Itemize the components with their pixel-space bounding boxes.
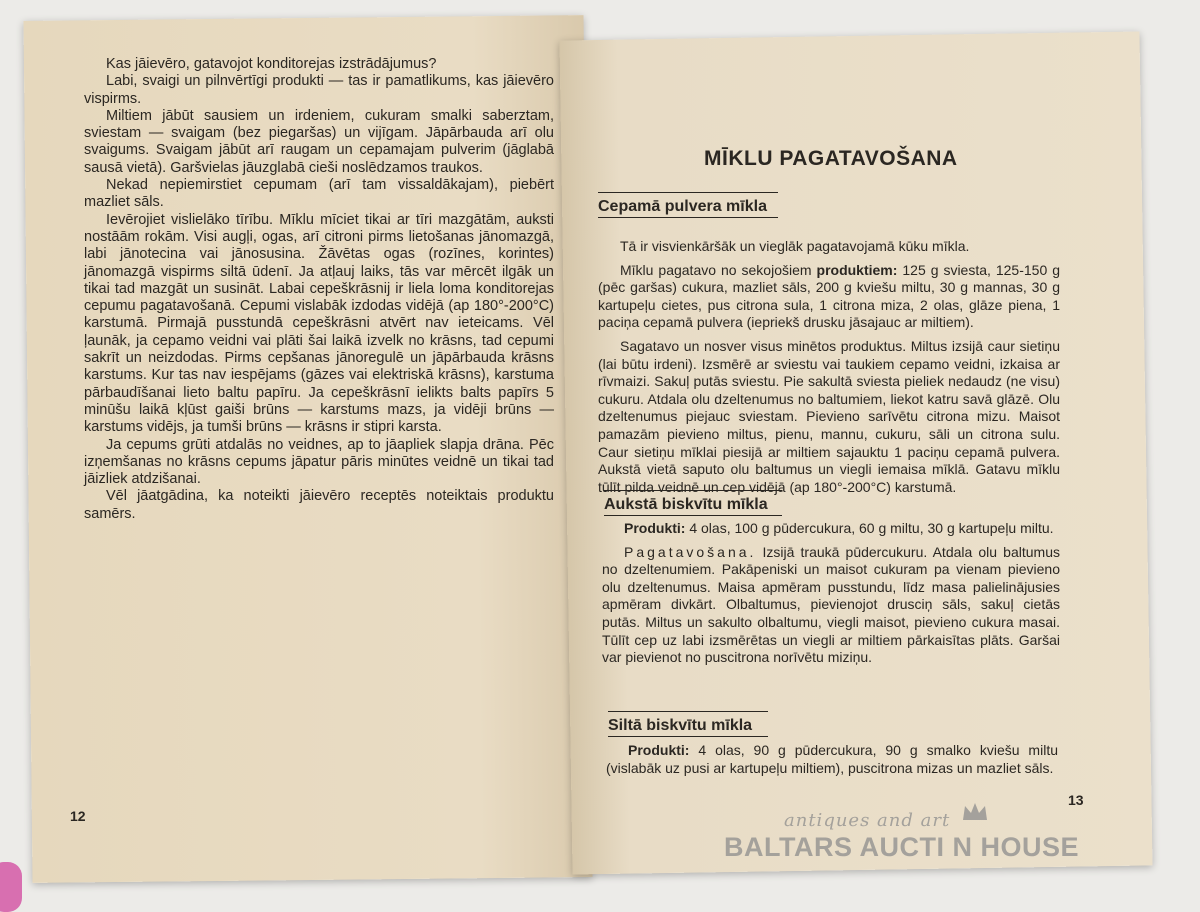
paragraph: Tā ir visvienkāršāk un vieglāk pagatavojamā kūku mīkla. [620,238,970,254]
paragraph: Mīklu pagatavo no sekojošiem produktiem: 125 g sviesta, 125-150 g (pēc garšas) cukura, mazliet sāls, 200 g kviešu miltu, 30 g mannas, 30 g kartupeļu cietes, pus citrona sula, 1 citrona miza, 2 olas, glāze piena, 1 paciņa cepamā pulvera (iepriekš drusku jāsajauc ar miltiem). [598,261,1060,331]
paragraph: Vēl jāatgādina, ka noteikti jāievēro receptēs noteiktais produktu samērs. [84,488,554,522]
section-body-cold-sponge [602,520,1060,673]
paragraph: Miltiem jābūt sausiem un irdeniem, cukuram smalki saberztam, sviestam — svaigam (bez piegaršas) un vijīgam. Jāpārbauda arī olu svaigums. Svaigam jābūt arī raugam un cepamajam pulverim (jāglabā sausā vietā). Garšvielas jāuzglabā cieši noslēdzamos traukos. [84,107,554,176]
paragraph: Produkti: 4 olas, 90 g pūdercukura, 90 g smalko kviešu miltu (vislabāk uz pusi ar kartupeļu miltiem), puscitrona mizas un mazliet sāls. [606,742,1058,776]
paragraph: Pagatavošana. Izsijā traukā pūdercukuru. Atdala olu baltumus no dzeltenumiem. Pakāpeniski un maisot cukuram pa vienam pievieno olu dzeltenumus. Maisa apmēram pusstundu, līdz masa palielinājusies apmēram divkārt. Olbaltumus, pievienojot drusciņ sāls, sakuļ cietās putās. Miltus un sakulto olbaltumu, viegli maisot, pievieno cukura masai. Tūlīt cep uz labi izsmērētas un viegli ar miltiem pārkaisītas plāts. Garšai var pievienot no puscitrona norīvētu miziņu. [602,543,1060,666]
finger-edge [0,862,22,912]
page-number-right: 13 [1068,792,1084,808]
paragraph: Produkti: 4 olas, 100 g pūdercukura, 60 g miltu, 30 g kartupeļu miltu. [624,520,1054,536]
paragraph: Ievērojiet vislielāko tīrību. Mīklu mīciet tikai ar tīri mazgātām, auksti nostāām rokām. Visi augļi, ogas, arī citroni pirms lietošanas jānomazgā, labi jānotecina vai jānosusina. Žāvētas ogas (rozīnes, korintes) jānomazgā vispirms siltā ūdenī. Ja atļauj laiks, tās var mērcēt ilgāk un tikai tad mazgāt un susināt. Labai cepeškrāsnij ir liela loma konditorejas cepumu pagatavošanā. Cepumi vislabāk izdodas vidējā (ap 180°-200°C) karstumā. Pirmajā pusstundā cepeškrāsni atvērt nav ieteicams. Vēl ļaunāk, ja cepamo veidni vai plāti šai laikā izvelk no krāsns, tad cepumi sakrīt un neizdodas. Pirms cepšanas jānoregulē un jāpārbauda krāsns karstums. Kur tas nav iespējams (gāzes vai elektriskā krāsns), karstuma pārbaudīšanai lieto baltu papīru. Ja cepeškrāsnī ielikts balts papīrs 5 minūšu laikā kļūst gaiši brūns — karstums mazs, ja vidēji brūns — karstums vidējs, ja tumši brūns — krāsns ir stipri karsta. [84,211,554,436]
section-title-warm-sponge: Siltā biskvītu mīkla [608,717,768,737]
section-body-warm-sponge [606,742,1058,783]
watermark-tagline: antiques and art [784,810,951,831]
chapter-heading: MĪKLU PAGATAVOŠANA [704,147,958,170]
paragraph: Kas jāievēro, gatavojot konditorejas izstrādājumus? [106,56,437,72]
section-title-baking-powder: Cepamā pulvera mīkla [598,198,778,218]
crown-icon [960,798,990,828]
section-title-cold-sponge: Aukstā biskvītu mīkla [604,496,782,516]
paragraph: Sagatavo un nosver visus minētos produktus. Miltus izsijā caur sietiņu (lai būtu irdeni). Izsmērē ar sviestu vai taukiem cepamo veidni, izkaisa ar rīvmaizi. Sakuļ putās sviestu. Pie sakultā sviesta pieliek nedaudz (ne visu) cukuru. Atdala olu dzeltenumus no baltumiem, liekot katru savā glāzē. Olu dzeltenumus piejauc sviestam. Pievieno sarīvētu citrona mizu. Maisot pamazām pievieno miltus, pienu, mannu, cukuru, sāli un citrona sulu. Caur sietiņu mīklai piesijā ar miltiem sajauktu 1 paciņu cepamā pulvera. Aukstā vietā saputo olu baltumus un viegli iemaisa mīklā. Gatavu mīklu tūlīt pilda veidnē un cep vidējā (ap 180°-200°C) karstumā. [598,337,1060,495]
section-body-baking-powder [598,238,1060,502]
paragraph: Ja cepums grūti atdalās no veidnes, ap to jāapliek slapja drāna. Pēc izņemšanas no krāsns cepums jāpatur pāris minūtes veidnē un tikai tad jāizliek atdzišanai. [84,436,554,488]
paragraph: Nekad nepiemirstiet cepumam (arī tam vissaldākajam), piebērt mazliet sāls. [84,177,554,211]
paragraph: Labi, svaigi un pilnvērtīgi produkti — tas ir pamatlikums, kas jāievēro vispirms. [84,73,554,107]
page-number-left: 12 [70,808,86,824]
watermark-name: BALTARS AUCTI N HOUSE [724,832,1079,862]
left-page-body [84,56,554,523]
